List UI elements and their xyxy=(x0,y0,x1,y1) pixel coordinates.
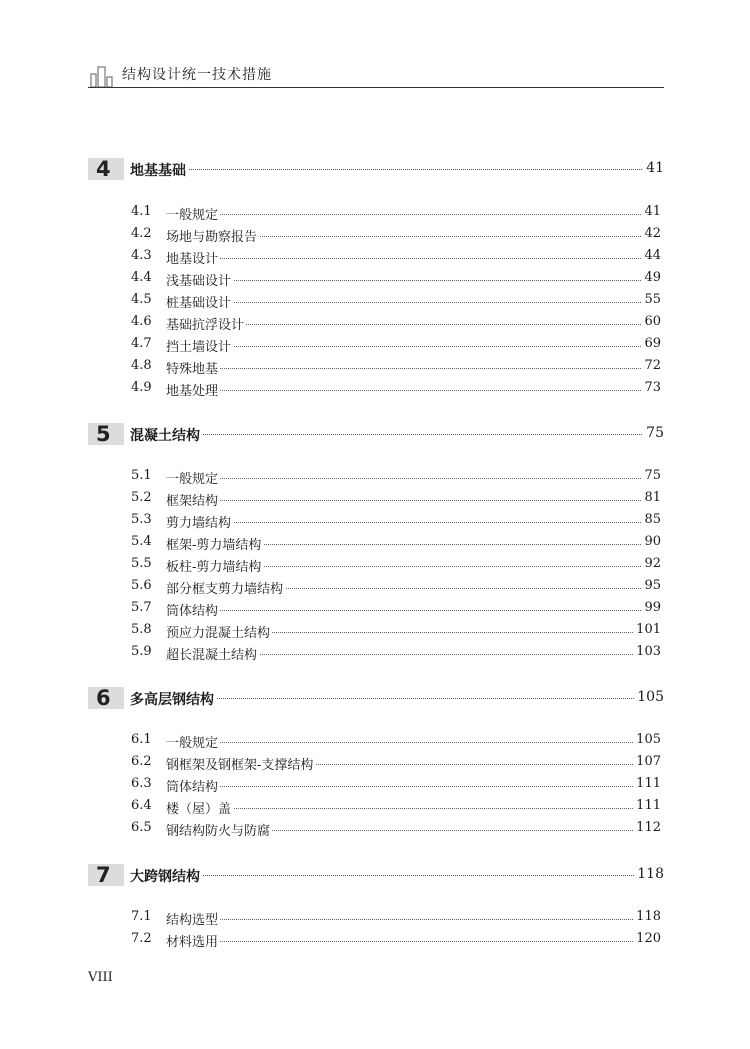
section-page: 85 xyxy=(641,512,661,527)
running-header xyxy=(88,62,664,88)
section-title: 场地与勘察报告 xyxy=(166,226,259,245)
section-number: 5.2 xyxy=(131,490,152,505)
section-row xyxy=(131,798,661,818)
section-title: 结构选型 xyxy=(166,909,220,928)
section-number: 5.1 xyxy=(131,468,152,483)
section-page: 75 xyxy=(641,468,661,483)
section-title: 一般规定 xyxy=(166,732,220,751)
section-row xyxy=(131,622,661,642)
section-title: 楼（屋）盖 xyxy=(166,798,233,817)
section-title: 框架结构 xyxy=(166,490,220,509)
section-title: 预应力混凝土结构 xyxy=(166,622,272,641)
section-number: 5.6 xyxy=(131,578,152,593)
section-page: 42 xyxy=(641,226,661,241)
section-row xyxy=(131,468,661,488)
section-title: 筒体结构 xyxy=(166,600,220,619)
chapter-number: 6 xyxy=(88,687,124,709)
dot-leader xyxy=(130,875,664,876)
section-title: 特殊地基 xyxy=(166,358,220,377)
chapter-title: 地基基础 xyxy=(130,160,188,180)
dot-leader xyxy=(166,346,661,347)
section-row xyxy=(131,226,661,246)
header-title: 结构设计统一技术措施 xyxy=(122,67,272,83)
section-number: 4.4 xyxy=(131,270,152,285)
section-row xyxy=(131,732,661,752)
chapter-title: 混凝土结构 xyxy=(130,425,202,445)
section-page: 69 xyxy=(641,336,661,351)
section-row xyxy=(131,270,661,290)
section-number: 6.1 xyxy=(131,732,152,747)
section-row xyxy=(131,534,661,554)
section-page: 95 xyxy=(641,578,661,593)
section-page: 92 xyxy=(641,556,661,571)
chapter-number: 7 xyxy=(88,864,124,886)
dot-leader xyxy=(166,610,661,611)
section-row xyxy=(131,820,661,840)
section-title: 超长混凝土结构 xyxy=(166,644,259,663)
section-row xyxy=(131,776,661,796)
section-number: 5.3 xyxy=(131,512,152,527)
dot-leader xyxy=(166,500,661,501)
section-number: 7.2 xyxy=(131,931,152,946)
section-row xyxy=(131,556,661,576)
section-page: 118 xyxy=(633,909,661,924)
section-row xyxy=(131,336,661,356)
section-number: 4.5 xyxy=(131,292,152,307)
section-page: 103 xyxy=(633,644,661,659)
section-page: 73 xyxy=(641,380,661,395)
chapter-title: 大跨钢结构 xyxy=(130,866,202,886)
section-number: 6.4 xyxy=(131,798,152,813)
section-number: 4.1 xyxy=(131,204,152,219)
section-row xyxy=(131,512,661,532)
section-row xyxy=(131,578,661,598)
section-number: 4.2 xyxy=(131,226,152,241)
dot-leader xyxy=(166,919,661,920)
section-row xyxy=(131,204,661,224)
section-title: 筒体结构 xyxy=(166,776,220,795)
section-page: 107 xyxy=(633,754,661,769)
building-icon xyxy=(88,65,114,87)
dot-leader xyxy=(166,280,661,281)
chapter-row xyxy=(88,687,664,711)
section-number: 6.2 xyxy=(131,754,152,769)
dot-leader xyxy=(166,522,661,523)
section-row xyxy=(131,490,661,510)
section-page: 41 xyxy=(641,204,661,219)
dot-leader xyxy=(166,786,661,787)
chapter-page: 41 xyxy=(643,160,664,176)
chapter-row xyxy=(88,423,664,447)
section-row xyxy=(131,644,661,664)
section-title: 地基设计 xyxy=(166,248,220,267)
section-title: 板柱-剪力墙结构 xyxy=(166,556,263,575)
section-number: 4.8 xyxy=(131,358,152,373)
dot-leader xyxy=(130,169,664,170)
section-page: 72 xyxy=(641,358,661,373)
section-number: 5.4 xyxy=(131,534,152,549)
section-row xyxy=(131,754,661,774)
dot-leader xyxy=(166,258,661,259)
section-page: 44 xyxy=(641,248,661,263)
section-page: 49 xyxy=(641,270,661,285)
chapter-number: 4 xyxy=(88,158,124,180)
section-number: 6.5 xyxy=(131,820,152,835)
section-page: 105 xyxy=(633,732,661,747)
section-number: 5.9 xyxy=(131,644,152,659)
section-page: 81 xyxy=(641,490,661,505)
chapter-page: 75 xyxy=(643,425,664,441)
section-page: 55 xyxy=(641,292,661,307)
section-number: 6.3 xyxy=(131,776,152,791)
section-page: 111 xyxy=(633,776,661,791)
section-page: 111 xyxy=(633,798,661,813)
section-row xyxy=(131,380,661,400)
section-page: 112 xyxy=(633,820,661,835)
section-title: 地基处理 xyxy=(166,380,220,399)
section-row xyxy=(131,600,661,620)
section-title: 浅基础设计 xyxy=(166,270,233,289)
section-number: 4.7 xyxy=(131,336,152,351)
chapter-title: 多高层钢结构 xyxy=(130,689,216,709)
section-title: 钢结构防火与防腐 xyxy=(166,820,272,839)
section-title: 材料选用 xyxy=(166,931,220,950)
section-number: 4.3 xyxy=(131,248,152,263)
header-rule xyxy=(88,87,664,88)
section-title: 桩基础设计 xyxy=(166,292,233,311)
section-row xyxy=(131,314,661,334)
dot-leader xyxy=(166,368,661,369)
section-number: 4.9 xyxy=(131,380,152,395)
section-row xyxy=(131,909,661,929)
section-number: 5.8 xyxy=(131,622,152,637)
section-page: 90 xyxy=(641,534,661,549)
page-number: VIII xyxy=(88,970,113,985)
section-page: 101 xyxy=(633,622,661,637)
dot-leader xyxy=(166,478,661,479)
section-number: 5.7 xyxy=(131,600,152,615)
section-row xyxy=(131,248,661,268)
section-title: 挡土墙设计 xyxy=(166,336,233,355)
section-row xyxy=(131,931,661,951)
dot-leader xyxy=(130,434,664,435)
chapter-number: 5 xyxy=(88,423,124,445)
section-number: 5.5 xyxy=(131,556,152,571)
section-title: 一般规定 xyxy=(166,468,220,487)
section-title: 一般规定 xyxy=(166,204,220,223)
dot-leader xyxy=(166,742,661,743)
chapter-page: 118 xyxy=(634,866,664,882)
section-number: 4.6 xyxy=(131,314,152,329)
chapter-row xyxy=(88,864,664,888)
section-row xyxy=(131,292,661,312)
dot-leader xyxy=(166,941,661,942)
section-title: 部分框支剪力墙结构 xyxy=(166,578,285,597)
section-number: 7.1 xyxy=(131,909,152,924)
section-title: 钢框架及钢框架-支撑结构 xyxy=(166,754,315,773)
dot-leader xyxy=(166,808,661,809)
section-page: 60 xyxy=(641,314,661,329)
dot-leader xyxy=(166,390,661,391)
section-page: 99 xyxy=(641,600,661,615)
dot-leader xyxy=(166,214,661,215)
section-title: 基础抗浮设计 xyxy=(166,314,246,333)
dot-leader xyxy=(166,302,661,303)
chapter-row xyxy=(88,158,664,182)
section-row xyxy=(131,358,661,378)
section-title: 剪力墙结构 xyxy=(166,512,233,531)
section-title: 框架-剪力墙结构 xyxy=(166,534,263,553)
chapter-page: 105 xyxy=(634,689,664,705)
section-page: 120 xyxy=(633,931,661,946)
